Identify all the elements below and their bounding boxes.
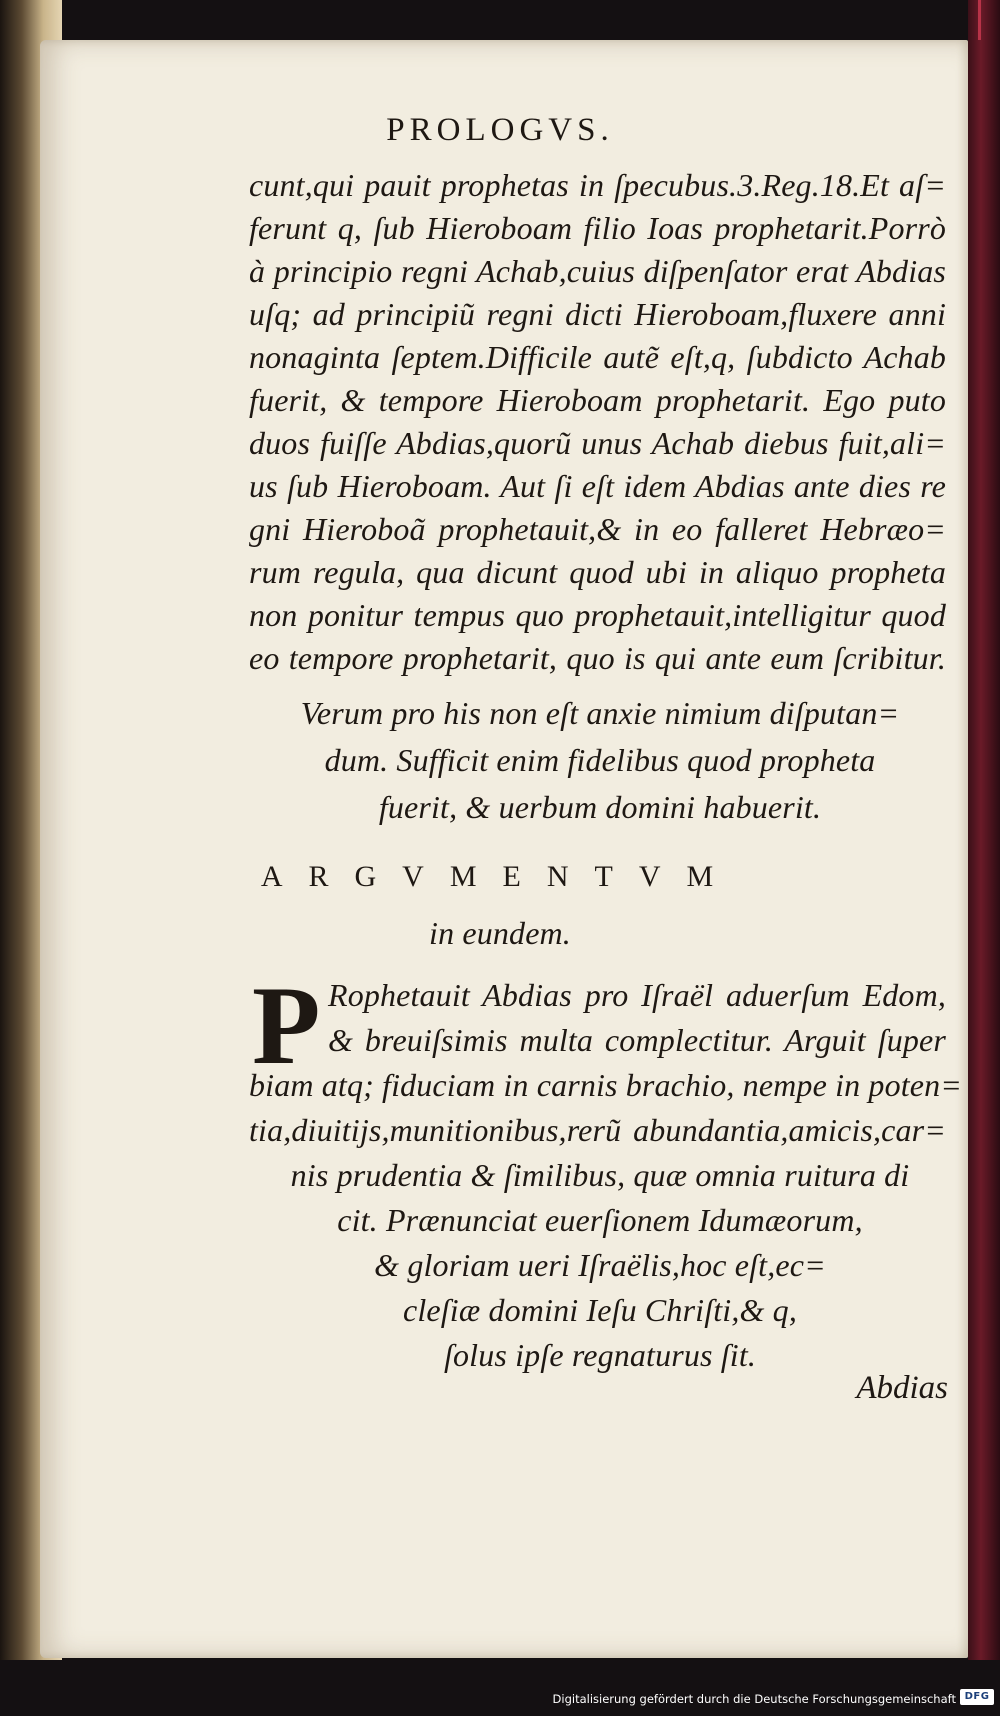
digitization-credit: Digitalisierung gefördert durch die Deutsche Forschungsgemeinschaft <box>552 1692 956 1706</box>
argument-line: biam atq; fiduciam in carnis brachio, nempe in poten= <box>249 1067 963 1103</box>
prologue-tail-line: fuerit, & uerbum domini habuerit. <box>378 789 822 825</box>
argument-tail-line: & gloriam ueri Iſraëlis,hoc eſt,ec= <box>374 1247 826 1283</box>
prologue-line: gni Hieroboã prophetauit,& in eo falleret Hebræo= <box>249 511 946 547</box>
drop-cap-initial: P <box>252 964 321 1088</box>
prologue-line: duos fuiſſe Abdias,quorũ unus Achab diebus fuit,ali= <box>249 425 946 461</box>
prologue-tail-line: dum. Sufficit enim fidelibus quod propheta <box>324 742 876 778</box>
running-header: PROLOGVS. <box>386 112 614 148</box>
section-subtitle: in eundem. <box>429 915 571 951</box>
prologue-line: cunt,qui pauit prophetas in ſpecubus.3.Reg.18.Et aſ= <box>249 167 946 203</box>
prologue-line: us ſub Hieroboam. Aut ſi eſt idem Abdias ante dies re <box>249 468 946 504</box>
argument-tail-line: nis prudentia & ſimilibus, quæ omnia ruitura di <box>290 1157 910 1193</box>
argument-tail-line: cleſiæ domini Ieſu Chriſti,& q, <box>403 1292 797 1328</box>
bookmark-ribbon <box>978 0 981 40</box>
argument-line: tia,diuitijs,munitionibus,rerũ abundantia,amicis,car= <box>249 1112 946 1148</box>
prologue-line: rum regula, qua dicunt quod ubi in aliquo propheta <box>249 554 946 590</box>
prologue-line: non ponitur tempus quo prophetauit,intelligitur quod <box>249 597 946 633</box>
prologue-line: uſq; ad principiũ regni dicti Hieroboam,fluxere anni <box>249 296 946 332</box>
catchword: Abdias <box>856 1370 948 1406</box>
binding-edge <box>968 0 1000 1660</box>
argument-line: Rophetauit Abdias pro Iſraël aduerſum Edom, <box>328 977 946 1013</box>
prologue-line: ferunt q, ſub Hieroboam filio Ioas prophetarit.Porrò <box>249 210 946 246</box>
dfg-logo-icon: DFG <box>960 1689 994 1705</box>
argument-tail-line: ſolus ipſe regnaturus ſit. <box>443 1337 757 1373</box>
prologue-line: eo tempore prophetarit, quo is qui ante eum ſcribitur. <box>249 640 946 676</box>
argument-line: & breuiſsimis multa complectitur. Arguit ſuper <box>328 1022 946 1058</box>
prologue-line: fuerit, & tempore Hieroboam prophetarit. Ego puto <box>249 382 946 418</box>
prologue-tail-line: Verum pro his non eſt anxie nimium diſputan= <box>300 695 900 731</box>
section-title: ARGVMENTVM <box>260 860 740 893</box>
argument-tail-line: cit. Prænunciat euerſionem Idumæorum, <box>337 1202 863 1238</box>
footer-bar <box>0 1660 1000 1716</box>
prologue-line: à principio regni Achab,cuius diſpenſator erat Abdias <box>249 253 946 289</box>
prologue-line: nonaginta ſeptem.Difficile autẽ eſt,q, ſubdicto Achab <box>249 339 946 375</box>
